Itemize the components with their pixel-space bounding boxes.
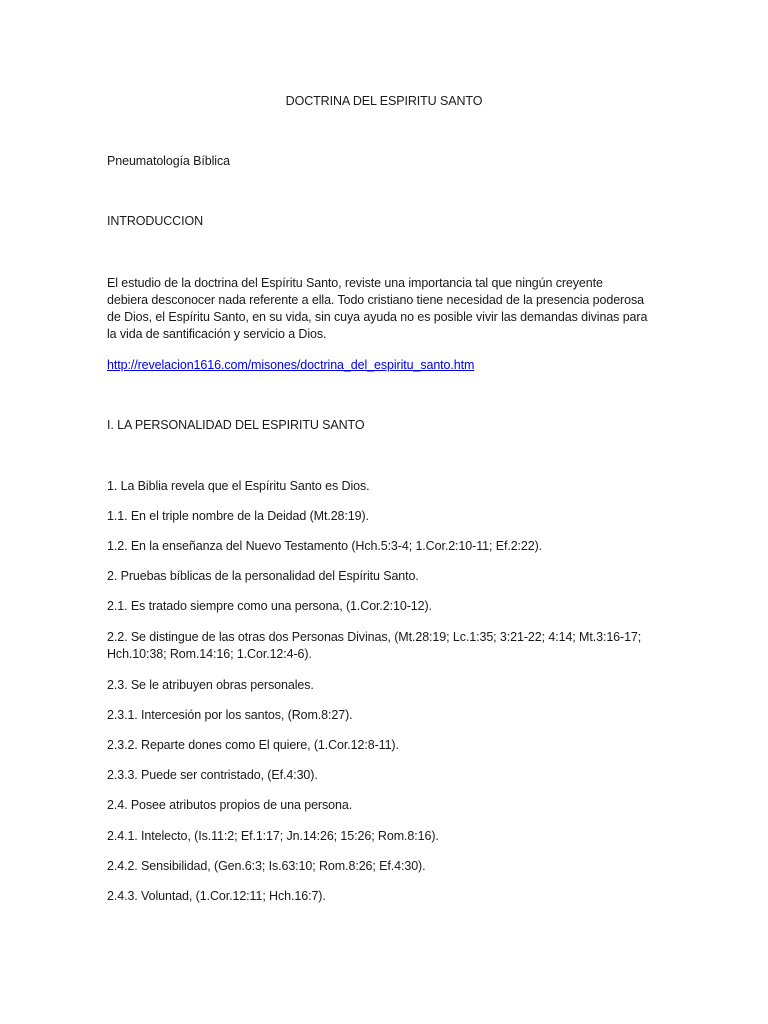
- list-item: 2.4.2. Sensibilidad, (Gen.6:3; Is.63:10; Rom.8:26; Ef.4:30).: [107, 859, 426, 873]
- intro-line: debiera desconocer nada referente a ella. Todo cristiano tiene necesidad de la presencia poderosa: [107, 293, 644, 307]
- list-item: 2. Pruebas bíblicas de la personalidad del Espíritu Santo.: [107, 569, 419, 583]
- document-title: DOCTRINA DEL ESPIRITU SANTO: [285, 94, 483, 108]
- intro-line: El estudio de la doctrina del Espíritu Santo, reviste una importancia tal que ningún creyente: [107, 276, 603, 290]
- list-item: 2.3.3. Puede ser contristado, (Ef.4:30).: [107, 768, 318, 782]
- document-subtitle: Pneumatología Bíblica: [107, 154, 230, 168]
- section-heading: I. LA PERSONALIDAD DEL ESPIRITU SANTO: [107, 418, 365, 432]
- list-item: 2.2. Se distingue de las otras dos Personas Divinas, (Mt.28:19; Lc.1:35; 3:21-22; 4:14; Mt.3:16-17;: [107, 630, 642, 644]
- list-item: 2.3. Se le atribuyen obras personales.: [107, 678, 314, 692]
- list-item: 2.3.1. Intercesión por los santos, (Rom.8:27).: [107, 708, 353, 722]
- list-item: 2.3.2. Reparte dones como El quiere, (1.Cor.12:8-11).: [107, 738, 399, 752]
- list-item: Hch.10:38; Rom.14:16; 1.Cor.12:4-6).: [107, 647, 312, 661]
- list-item: 2.4.3. Voluntad, (1.Cor.12:11; Hch.16:7).: [107, 889, 326, 903]
- source-link[interactable]: http://revelacion1616.com/misones/doctrina_del_espiritu_santo.htm: [107, 358, 475, 372]
- intro-line: la vida de santificación y servicio a Dios.: [107, 327, 327, 341]
- list-item: 1. La Biblia revela que el Espíritu Santo es Dios.: [107, 479, 370, 493]
- intro-line: de Dios, el Espíritu Santo, en su vida, sin cuya ayuda no es posible vivir las demandas divinas para: [107, 310, 648, 324]
- list-item: 2.4.1. Intelecto, (Is.11:2; Ef.1:17; Jn.14:26; 15:26; Rom.8:16).: [107, 829, 439, 843]
- list-item: 2.1. Es tratado siempre como una persona, (1.Cor.2:10-12).: [107, 599, 432, 613]
- list-item: 1.1. En el triple nombre de la Deidad (Mt.28:19).: [107, 509, 369, 523]
- list-item: 1.2. En la enseñanza del Nuevo Testamento (Hch.5:3-4; 1.Cor.2:10-11; Ef.2:22).: [107, 539, 543, 553]
- intro-heading: INTRODUCCION: [107, 214, 204, 228]
- list-item: 2.4. Posee atributos propios de una persona.: [107, 798, 353, 812]
